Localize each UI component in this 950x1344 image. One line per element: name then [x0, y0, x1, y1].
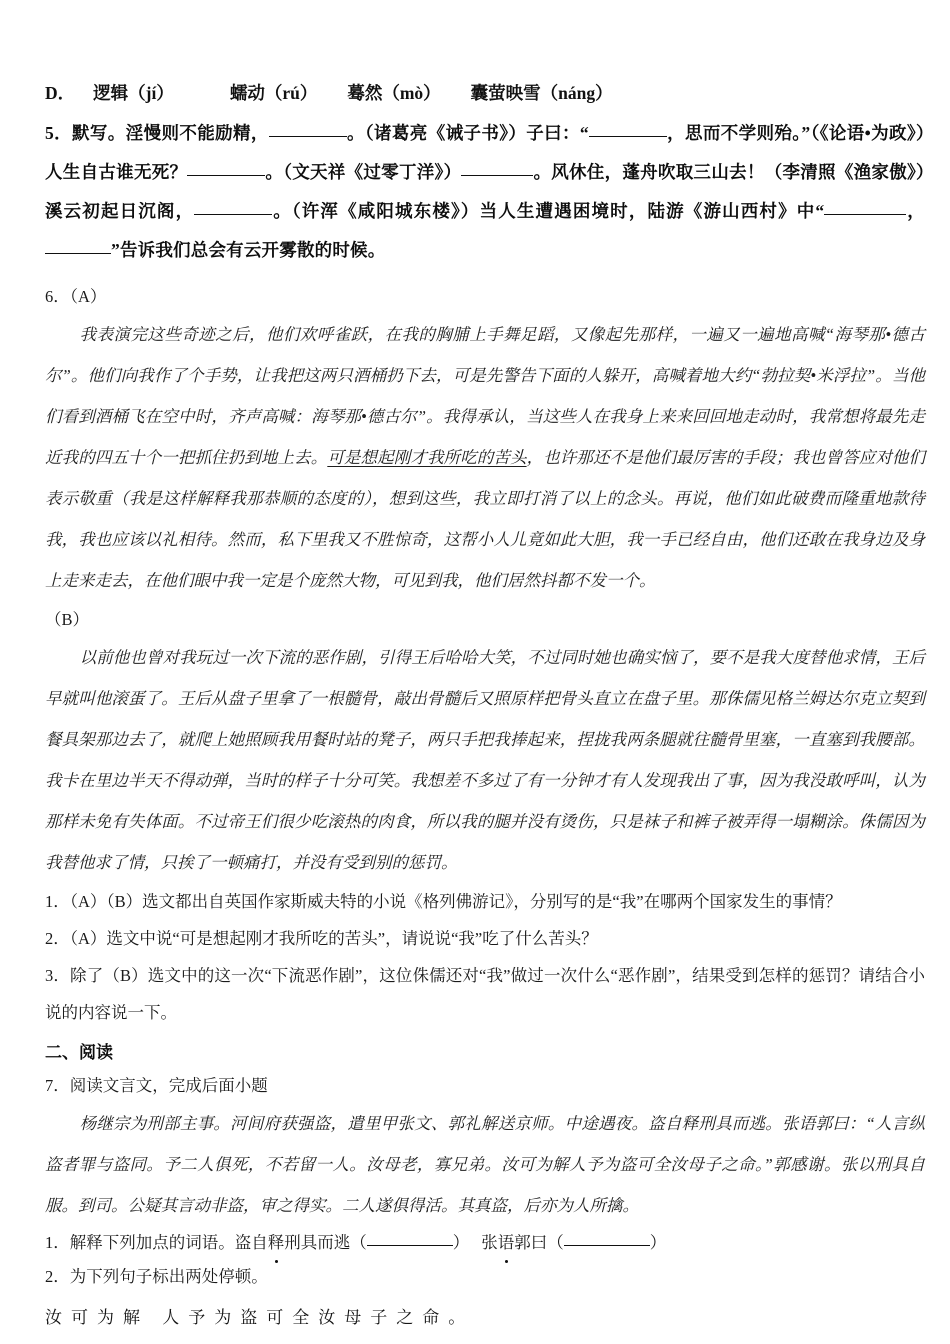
option-item-4-word: 囊萤映雪 [470, 83, 541, 103]
answer-blank-7[interactable] [45, 240, 111, 254]
q7-sub2-text: 为下列句子标出两处停顿。 [69, 1267, 268, 1286]
answer-blank-3[interactable] [187, 162, 265, 176]
question7-sentence-to-mark [45, 1300, 925, 1336]
q7-sub1-number: 1． [45, 1233, 70, 1252]
passage-a [45, 314, 925, 601]
question7-passage-text: 杨继宗为刑部主事。河间府获强盗，遣里甲张文、郭礼解送京师。中途遇夜。盗自释刑具而逃。张语郭曰：“人言纵盗者罪与盗同。予二人俱死，不若留一人。汝母老，寡兄弟。汝可为解人予为盗可全汝母子之命。”郭感谢。张以刑具自服。到司。公疑其言动非盗，审之得实。二人遂俱得活。其真盗，后亦为人所擒。 [45, 1114, 925, 1215]
q7-sub1-item2-pre: 张 [481, 1233, 498, 1252]
passage-b [45, 637, 925, 883]
question6-label-a: （A） [69, 287, 107, 306]
question5-seg2: 。（诸葛亮《诫子书》）子曰：“ [346, 123, 589, 143]
answer-blank-8[interactable] [367, 1232, 453, 1246]
question7-sub-1 [45, 1226, 925, 1260]
question7-prompt [45, 1069, 925, 1103]
question7-passage [45, 1103, 925, 1226]
q7-sub2-number: 2． [45, 1267, 70, 1286]
option-letter: D． [45, 83, 76, 103]
question5-seg6: 。（许浑《咸阳城东楼》）当人生遭遇困境时，陆游《游山西村》中“ [272, 201, 825, 221]
q7-sub1-item1-close: ） [452, 1233, 470, 1252]
sub3-text: 除了（B）选文中的这一次“下流恶作剧”，这位侏儒还对“我”做过一次什么“恶作剧”，结果受到怎样的惩罚？请结合小说的内容说一下。 [45, 966, 925, 1022]
section2-heading [45, 1037, 925, 1069]
q7-sub1-item1-pre: 盗自 [234, 1233, 268, 1252]
question6-number: 6． [45, 287, 70, 306]
section2-heading-text: 二、阅读 [45, 1043, 113, 1062]
question5-seg5: 。风休住，蓬舟吹取三山去！（李清照《渔家傲》）溪云初起日沉阁， [45, 162, 925, 221]
option-item-1-pinyin: （jí） [128, 83, 174, 103]
question7-sub-2 [45, 1260, 925, 1294]
q7-sub1-item2-close: ） [649, 1233, 667, 1252]
question6-header [45, 280, 925, 314]
q7-sub1-item2-post: 郭曰（ [514, 1233, 564, 1252]
question5-seg4: 。（文天祥《过零丁洋》） [265, 162, 462, 182]
question5-seg3: ，思而不学则殆。”（《论语•为政》）人生自古谁无死？ [45, 123, 926, 182]
question6-sub-3 [45, 957, 925, 1031]
label-b-text: （B） [45, 610, 90, 629]
option-item-2-word: 蠕动 [229, 83, 265, 103]
q7-sub1-item1-post: 刑具而逃（ [284, 1233, 367, 1252]
passage-b-text: 以前他也曾对我玩过一次下流的恶作剧，引得王后哈哈大笑，不过同时她也确实恼了，要不是我大度替他求情，王后早就叫他滚蛋了。王后从盘子里拿了一根髓骨，敲出骨髓后又照原样把骨头直立在盘子里。那侏儒见格兰姆达尔克立契到餐具架那边去了，就爬上她照顾我用餐时站的凳子，两只手把我捧起来，捏拢我两条腿就往髓骨里塞，一直塞到我腰部。我卡在里边半天不得动弹，当时的样子十分可笑。我想差不多过了有一分钟才有人发现我出了事，因为我没敢呼叫，认为那样未免有失体面。不过帝王们很少吃滚热的肉食，所以我的腿并没有烫伤，只是袜子和裤子被弄得一塌糊涂。侏儒因为我替他求了情，只挨了一顿痛打，并没有受到别的惩罚。 [45, 648, 925, 872]
option-item-4-pinyin: （náng） [540, 83, 613, 103]
question5-seg7: ， [906, 201, 925, 221]
sub1-text: （A）（B）选文都出自英国作家斯威夫特的小说《格列佛游记》，分别写的是“我”在哪两个国家发生的事情？ [69, 892, 842, 911]
question6-sub-2 [45, 920, 925, 957]
answer-blank-4[interactable] [461, 162, 533, 176]
answer-blank-1[interactable] [269, 123, 347, 137]
option-item-2-pinyin: （rú） [264, 83, 318, 103]
sub2-text: （A）选文中说“可是想起刚才我所吃的苦头”，请说说“我”吃了什么苦头？ [69, 929, 598, 948]
question4-option-d [45, 78, 925, 108]
q7-sentence-text: 汝可为解 人予为盗可全汝母子之命。 [45, 1308, 475, 1327]
answer-blank-6[interactable] [824, 201, 906, 215]
q7-sub1-lead: 解释下列加点的词语。 [69, 1233, 235, 1252]
answer-blank-5[interactable] [194, 201, 272, 215]
dotted-char-shi: 释 [268, 1226, 285, 1260]
question5-seg8: ”告诉我们总会有云开雾散的时候。 [111, 240, 386, 260]
dotted-char-yu: 语 [498, 1226, 515, 1260]
question6-label-b [45, 603, 925, 637]
sub1-number: 1． [45, 892, 70, 911]
sub3-number: 3． [45, 966, 71, 985]
option-item-1-word: 逻辑 [93, 83, 129, 103]
question7-number: 7． [45, 1076, 70, 1095]
question5-seg1: 默写。淫慢则不能励精， [72, 123, 269, 143]
question5 [45, 114, 925, 270]
sub2-number: 2． [45, 929, 70, 948]
answer-blank-9[interactable] [564, 1232, 650, 1246]
option-item-3-word: 蓦然 [347, 83, 383, 103]
passage-a-part1: 我表演完这些奇迹之后，他们欢呼雀跃，在我的胸脯上手舞足蹈，又像起先那样，一遍又一遍地高喊“海琴那•德古尔”。他们向我作了个手势，让我把这两只酒桶扔下去，可是先警告下面的人躲开，高喊着地大约“勃拉契•米浮拉”。当他们看到酒桶飞在空中时，齐声高喊：海琴那•德古尔”。我得承认，当这些人在我身上来来回回地走动时，我常想将最先走近我的四五十个一把抓住扔到地上去。 [45, 325, 925, 467]
question7-prompt-text: 阅读文言文，完成后面小题 [69, 1076, 268, 1095]
passage-a-underlined-text: 可是想起刚才我所吃的苦头 [327, 448, 527, 467]
passage-a-part2: ，也许那还不是他们最厉害的手段；我也曾答应对他们表示敬重（我是这样解释我那恭顺的态度的），想到这些，我立即打消了以上的念头。再说，他们如此破费而隆重地款待我，我也应该以礼相待。然而，私下里我又不胜惊奇，这帮小人儿竟如此大胆，我一手已经自由，他们还敢在我身边及身上走来走去，在他们眼中我一定是个庞然大物，可见到我，他们居然抖都不发一个。 [45, 448, 926, 590]
answer-blank-2[interactable] [589, 123, 667, 137]
option-item-3-pinyin: （mò） [382, 83, 441, 103]
page-content [45, 78, 925, 1336]
question5-number: 5． [45, 123, 73, 143]
question6-sub-1 [45, 883, 925, 920]
